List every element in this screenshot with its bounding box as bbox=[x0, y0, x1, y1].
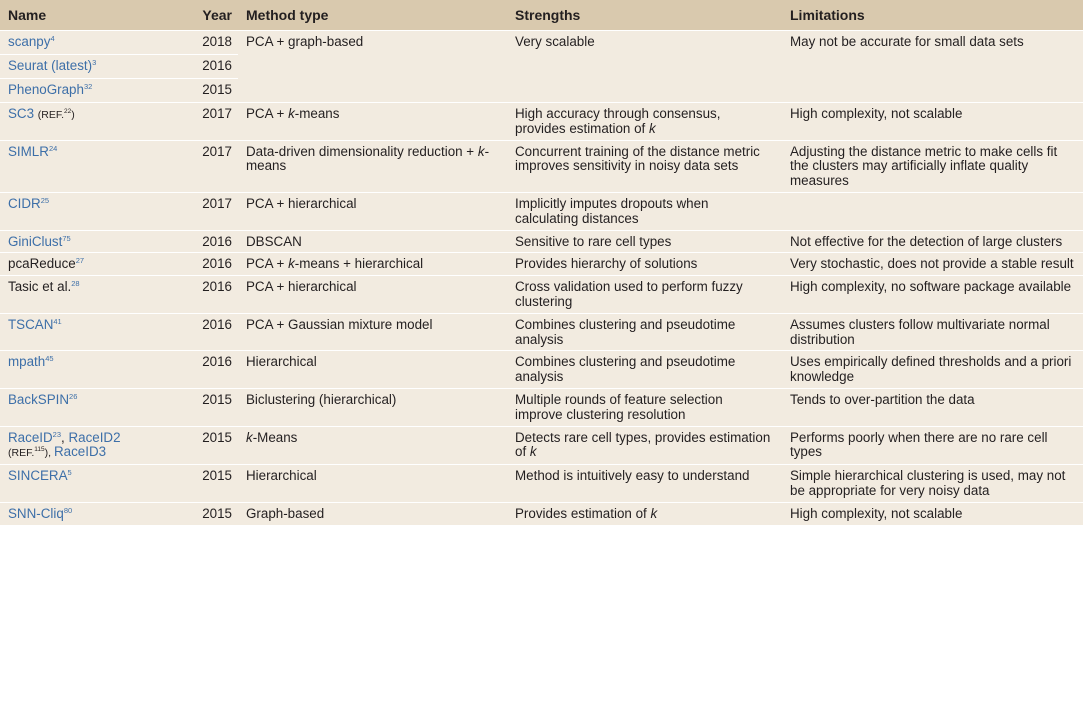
year-cell: 2015 bbox=[180, 465, 238, 503]
ref-superscript[interactable]: 25 bbox=[40, 195, 50, 205]
year-cell: 2015 bbox=[180, 79, 238, 103]
method-type-cell: PCA + graph-based bbox=[238, 31, 507, 103]
limitations-cell: Performs poorly when there are no rare cell types bbox=[782, 426, 1083, 465]
header-method: Method type bbox=[238, 0, 507, 31]
method-name-cell bbox=[0, 140, 180, 192]
limitations-cell bbox=[782, 192, 1083, 230]
method-type-cell bbox=[238, 140, 507, 192]
method-text: Data-driven dimensionality reduction + bbox=[246, 143, 478, 159]
strengths-cell bbox=[507, 426, 782, 465]
ref-label: (REF. bbox=[8, 447, 35, 460]
table-row-tasic bbox=[0, 276, 1083, 314]
ref-close: ), bbox=[44, 447, 54, 460]
k-variable: k bbox=[650, 505, 658, 521]
table-row-pcareduce bbox=[0, 253, 1083, 276]
strengths-text: Detects rare cell types, provides estimation of bbox=[515, 429, 771, 460]
ref-superscript[interactable]: 32 bbox=[83, 82, 93, 91]
year-cell: 2015 bbox=[180, 426, 238, 465]
table-row-sincera bbox=[0, 465, 1083, 503]
table-row-snn-cliq bbox=[0, 502, 1083, 524]
k-variable: k bbox=[246, 429, 253, 445]
method-link-tscan[interactable]: TSCAN bbox=[8, 316, 54, 332]
table-row-backspin bbox=[0, 388, 1083, 426]
limitations-cell: Very stochastic, does not provide a stable result bbox=[782, 253, 1083, 276]
year-cell: 2016 bbox=[180, 253, 238, 276]
year-cell: 2016 bbox=[180, 351, 238, 389]
k-variable: k bbox=[477, 143, 485, 159]
ref-superscript[interactable]: 80 bbox=[63, 505, 73, 515]
method-type-cell: Hierarchical bbox=[238, 351, 507, 389]
strengths-cell: Implicitly imputes dropouts when calculating distances bbox=[507, 192, 782, 230]
strengths-cell: Method is intuitively easy to understand bbox=[507, 465, 782, 503]
year-cell: 2015 bbox=[180, 388, 238, 426]
ref-superscript[interactable]: 41 bbox=[53, 316, 62, 326]
method-type-cell: Graph-based bbox=[238, 502, 507, 524]
header-strengths: Strengths bbox=[507, 0, 782, 31]
method-text: -Means bbox=[252, 429, 298, 445]
header-limitations: Limitations bbox=[782, 0, 1083, 31]
strengths-cell: Cross validation used to perform fuzzy clustering bbox=[507, 276, 782, 314]
method-link-cidr[interactable]: CIDR bbox=[8, 195, 41, 211]
method-name-cell bbox=[0, 192, 180, 230]
method-name-cell bbox=[0, 79, 180, 103]
strengths-cell bbox=[507, 103, 782, 141]
method-name-cell bbox=[0, 31, 180, 55]
header-row bbox=[0, 0, 1083, 31]
strengths-cell: Very scalable bbox=[507, 31, 782, 103]
ref-superscript[interactable]: 23 bbox=[52, 429, 61, 439]
method-name-cell bbox=[0, 426, 180, 465]
year-cell: 2015 bbox=[180, 502, 238, 524]
method-name-cell bbox=[0, 55, 180, 79]
table-row-raceid bbox=[0, 426, 1083, 465]
method-link-seurat[interactable]: Seurat (latest) bbox=[8, 58, 93, 73]
method-link-scanpy[interactable]: scanpy bbox=[8, 34, 51, 49]
table-row-tscan bbox=[0, 313, 1083, 351]
method-name-cell bbox=[0, 253, 180, 276]
limitations-cell: High complexity, not scalable bbox=[782, 502, 1083, 524]
method-link-sc3[interactable]: SC3 bbox=[8, 106, 35, 121]
limitations-cell: May not be accurate for small data sets bbox=[782, 31, 1083, 103]
limitations-cell: Assumes clusters follow multivariate normal distribution bbox=[782, 313, 1083, 351]
method-name-tasic: Tasic et al. bbox=[8, 279, 72, 295]
method-text: PCA + bbox=[246, 256, 289, 272]
ref-superscript[interactable]: 3 bbox=[92, 58, 97, 67]
method-type-cell: DBSCAN bbox=[238, 230, 507, 253]
strengths-text: High accuracy through consensus, provides estimation of bbox=[515, 106, 721, 136]
method-name-cell bbox=[0, 276, 180, 314]
year-cell: 2018 bbox=[180, 31, 238, 55]
method-link-snn-cliq[interactable]: SNN-Cliq bbox=[8, 505, 64, 521]
strengths-cell: Sensitive to rare cell types bbox=[507, 230, 782, 253]
method-text: -means bbox=[246, 143, 490, 174]
limitations-cell: Simple hierarchical clustering is used, may not be appropriate for very noisy data bbox=[782, 465, 1083, 503]
ref-superscript[interactable]: 28 bbox=[71, 279, 80, 289]
table-row-scanpy bbox=[0, 31, 1083, 55]
method-type-cell bbox=[238, 426, 507, 465]
year-cell: 2016 bbox=[180, 313, 238, 351]
limitations-cell: High complexity, not scalable bbox=[782, 103, 1083, 141]
header-year: Year bbox=[180, 0, 238, 31]
method-type-cell bbox=[238, 253, 507, 276]
year-cell: 2017 bbox=[180, 140, 238, 192]
k-variable: k bbox=[288, 106, 295, 121]
method-link-giniclust[interactable]: GiniClust bbox=[8, 233, 63, 249]
k-variable: k bbox=[288, 256, 295, 272]
method-name-cell bbox=[0, 313, 180, 351]
limitations-cell: Not effective for the detection of large clusters bbox=[782, 230, 1083, 253]
ref-superscript[interactable]: 45 bbox=[45, 354, 54, 364]
method-name-cell bbox=[0, 388, 180, 426]
method-name-cell bbox=[0, 103, 180, 141]
strengths-cell: Combines clustering and pseudotime analysis bbox=[507, 313, 782, 351]
strengths-text: Provides estimation of bbox=[515, 505, 651, 521]
year-cell: 2017 bbox=[180, 192, 238, 230]
ref-superscript[interactable]: 75 bbox=[62, 233, 71, 243]
method-type-cell: PCA + hierarchical bbox=[238, 192, 507, 230]
method-link-mpath[interactable]: mpath bbox=[8, 354, 46, 370]
year-cell: 2016 bbox=[180, 230, 238, 253]
method-text: -means + hierarchical bbox=[294, 256, 424, 272]
method-link-backspin[interactable]: BackSPIN bbox=[8, 391, 70, 407]
method-name-pcareduce: pcaReduce bbox=[8, 256, 76, 272]
limitations-cell: High complexity, no software package available bbox=[782, 276, 1083, 314]
ref-superscript[interactable]: 27 bbox=[75, 256, 85, 266]
method-name-cell bbox=[0, 465, 180, 503]
strengths-cell: Provides hierarchy of solutions bbox=[507, 253, 782, 276]
method-type-cell: Hierarchical bbox=[238, 465, 507, 503]
method-text: PCA + bbox=[246, 106, 289, 121]
strengths-cell: Combines clustering and pseudotime analysis bbox=[507, 351, 782, 389]
ref-label: (REF. bbox=[37, 109, 65, 121]
year-cell: 2017 bbox=[180, 103, 238, 141]
limitations-cell: Tends to over-partition the data bbox=[782, 388, 1083, 426]
method-name-cell bbox=[0, 230, 180, 253]
limitations-cell: Adjusting the distance metric to make cells fit the clusters may artificially inflate quality measures bbox=[782, 140, 1083, 192]
ref-note bbox=[8, 447, 54, 459]
table-row-sc3 bbox=[0, 103, 1083, 141]
limitations-cell: Uses empirically defined thresholds and a priori knowledge bbox=[782, 351, 1083, 389]
method-link-raceid3[interactable]: RaceID3 bbox=[53, 444, 107, 460]
ref-superscript[interactable]: 26 bbox=[69, 391, 78, 401]
method-text: -means bbox=[294, 106, 340, 121]
method-type-cell: Biclustering (hierarchical) bbox=[238, 388, 507, 426]
method-name-cell bbox=[0, 351, 180, 389]
k-variable: k bbox=[648, 120, 656, 136]
table-row-mpath bbox=[0, 351, 1083, 389]
ref-note bbox=[38, 109, 75, 121]
header-name: Name bbox=[0, 0, 180, 31]
strengths-cell bbox=[507, 502, 782, 524]
k-variable: k bbox=[529, 444, 537, 460]
ref-superscript[interactable]: 115 bbox=[34, 446, 45, 454]
method-link-simlr[interactable]: SIMLR bbox=[8, 143, 49, 159]
ref-superscript[interactable]: 24 bbox=[48, 143, 58, 153]
method-type-cell bbox=[238, 103, 507, 141]
ref-close: ) bbox=[71, 109, 75, 121]
table-row-cidr bbox=[0, 192, 1083, 230]
ref-superscript[interactable]: 4 bbox=[50, 34, 55, 43]
table-row-simlr bbox=[0, 140, 1083, 192]
ref-superscript[interactable]: 5 bbox=[67, 468, 72, 478]
method-type-cell: PCA + hierarchical bbox=[238, 276, 507, 314]
strengths-cell: Concurrent training of the distance metric improves sensitivity in noisy data sets bbox=[507, 140, 782, 192]
name-separator: , bbox=[61, 429, 69, 445]
method-type-cell: PCA + Gaussian mixture model bbox=[238, 313, 507, 351]
ref-superscript[interactable]: 22 bbox=[64, 108, 72, 115]
method-link-phenograph[interactable]: PhenoGraph bbox=[8, 82, 84, 97]
year-cell: 2016 bbox=[180, 276, 238, 314]
year-cell: 2016 bbox=[180, 55, 238, 79]
table-row-giniclust bbox=[0, 230, 1083, 253]
method-link-sincera[interactable]: SINCERA bbox=[8, 468, 68, 484]
method-name-cell bbox=[0, 502, 180, 524]
method-link-raceid[interactable]: RaceID bbox=[8, 429, 53, 445]
method-link-raceid2[interactable]: RaceID2 bbox=[68, 429, 121, 445]
strengths-cell: Multiple rounds of feature selection improve clustering resolution bbox=[507, 388, 782, 426]
